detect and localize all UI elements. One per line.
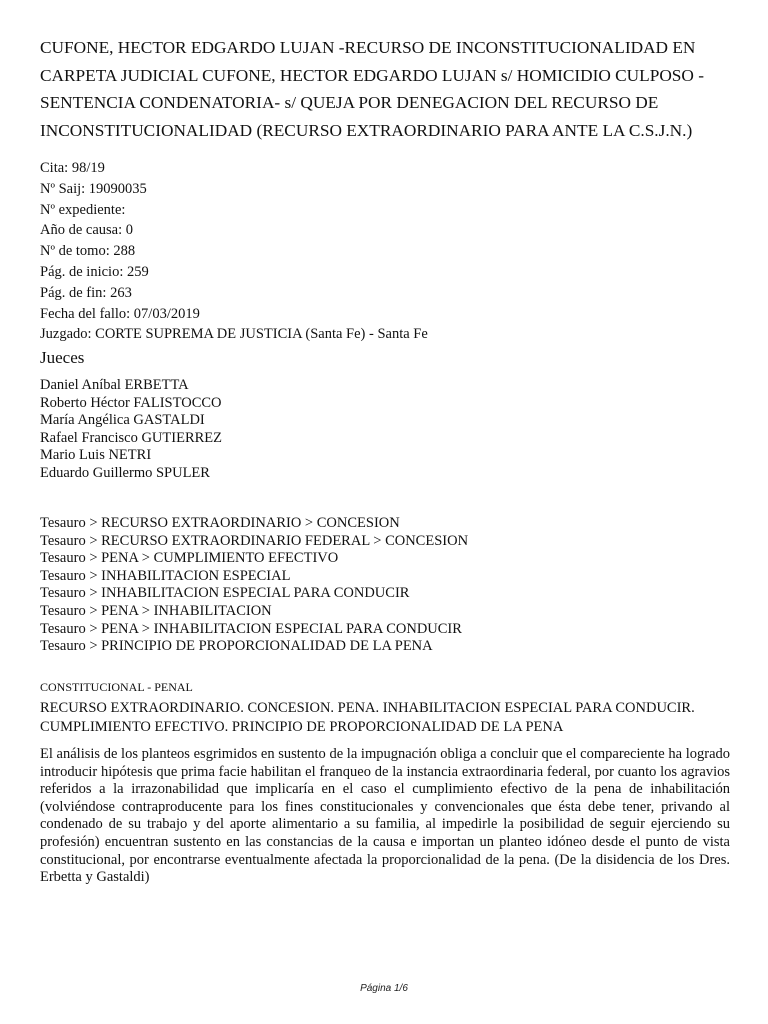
metadata-juzgado: Juzgado: CORTE SUPREMA DE JUSTICIA (Santa Fe) - Santa Fe	[40, 326, 428, 343]
document-title: CUFONE, HECTOR EDGARDO LUJAN -RECURSO DE INCONSTITUCIONALIDAD EN CARPETA JUDICIAL CUFONE, HECTOR EDGARDO LUJAN s/ HOMICIDIO CULPOSO -SENTENCIA CONDENATORIA- s/ QUEJA POR DENEGACION DEL RECURSO DE INCONSTITUCIONALIDAD (RECURSO EXTRAORDINARIO PARA ANTE LA C.S.J.N.)	[40, 38, 704, 140]
tesauro-item: Tesauro > RECURSO EXTRAORDINARIO FEDERAL > CONCESION	[40, 532, 469, 549]
judge-item: Daniel Aníbal ERBETTA	[40, 377, 189, 393]
metadata-expediente: Nº expediente:	[40, 201, 126, 218]
tesauro-item: Tesauro > INHABILITACION ESPECIAL PARA CONDUCIR	[40, 585, 410, 602]
judge-item: Roberto Héctor FALISTOCCO	[40, 394, 222, 411]
tesauro-item: Tesauro > PRINCIPIO DE PROPORCIONALIDAD DE LA PENA	[40, 638, 433, 655]
metadata-pag-fin: Pág. de fin: 263	[40, 284, 132, 301]
judges-heading: Jueces	[40, 348, 85, 367]
tesauro-list	[40, 515, 468, 656]
judge-item: Eduardo Guillermo SPULER	[40, 464, 210, 481]
judge-item: Mario Luis NETRI	[40, 447, 152, 464]
summary-title: RECURSO EXTRAORDINARIO. CONCESION. PENA. INHABILITACION ESPECIAL PARA CONDUCIR. CUMPLIMIENTO EFECTIVO. PRINCIPIO DE PROPORCIONALIDAD DE LA PENA	[40, 700, 695, 735]
tesauro-item: Tesauro > RECURSO EXTRAORDINARIO > CONCESION	[40, 515, 400, 531]
tesauro-item: Tesauro > PENA > INHABILITACION	[40, 602, 272, 619]
judges-list	[40, 377, 222, 483]
summary-body: El análisis de los planteos esgrimidos en sustento de la impugnación obliga a concluir que el compareciente ha logrado introducir hipótesis que prima facie habilitan el franqueo de la instancia extraordinaria federal, por cuanto los agravios referidos a la irrazonabilidad que implicaría en el caso el cumplimiento efectivo de la pena de inhabilitación (volviéndose contraproducente para los fines constitucionales y convencionales que ésta debe tener, privando al condenado de su trabajo y del aporte alimentario a su familia, al impedirle la posibilidad de seguir ejerciendo su profesión) encuentran sustento en las constancias de la causa e importan un planteo idóneo desde el punto de vista constitucional, por encontrarse eventualmente afectada la proporcionalidad de la pena. (De la disidencia de los Dres. Erbetta y Gastaldi)	[40, 746, 730, 886]
metadata-pag-inicio: Pág. de inicio: 259	[40, 263, 149, 280]
tesauro-item: Tesauro > PENA > INHABILITACION ESPECIAL PARA CONDUCIR	[40, 620, 462, 637]
judge-item: Rafael Francisco GUTIERREZ	[40, 429, 223, 446]
category-label: CONSTITUCIONAL - PENAL	[40, 680, 193, 694]
metadata-anio-causa: Año de causa: 0	[40, 222, 134, 239]
tesauro-item: Tesauro > PENA > CUMPLIMIENTO EFECTIVO	[40, 550, 339, 567]
metadata-fecha-fallo: Fecha del fallo: 07/03/2019	[40, 305, 200, 322]
metadata-list	[40, 158, 740, 345]
page-number: Página 1/6	[360, 983, 408, 994]
tesauro-item: Tesauro > INHABILITACION ESPECIAL	[40, 567, 291, 584]
metadata-cita: Cita: 98/19	[40, 160, 105, 176]
judge-item: María Angélica GASTALDI	[40, 412, 205, 429]
metadata-tomo: Nº de tomo: 288	[40, 243, 136, 260]
metadata-saij: Nº Saij: 19090035	[40, 180, 147, 197]
